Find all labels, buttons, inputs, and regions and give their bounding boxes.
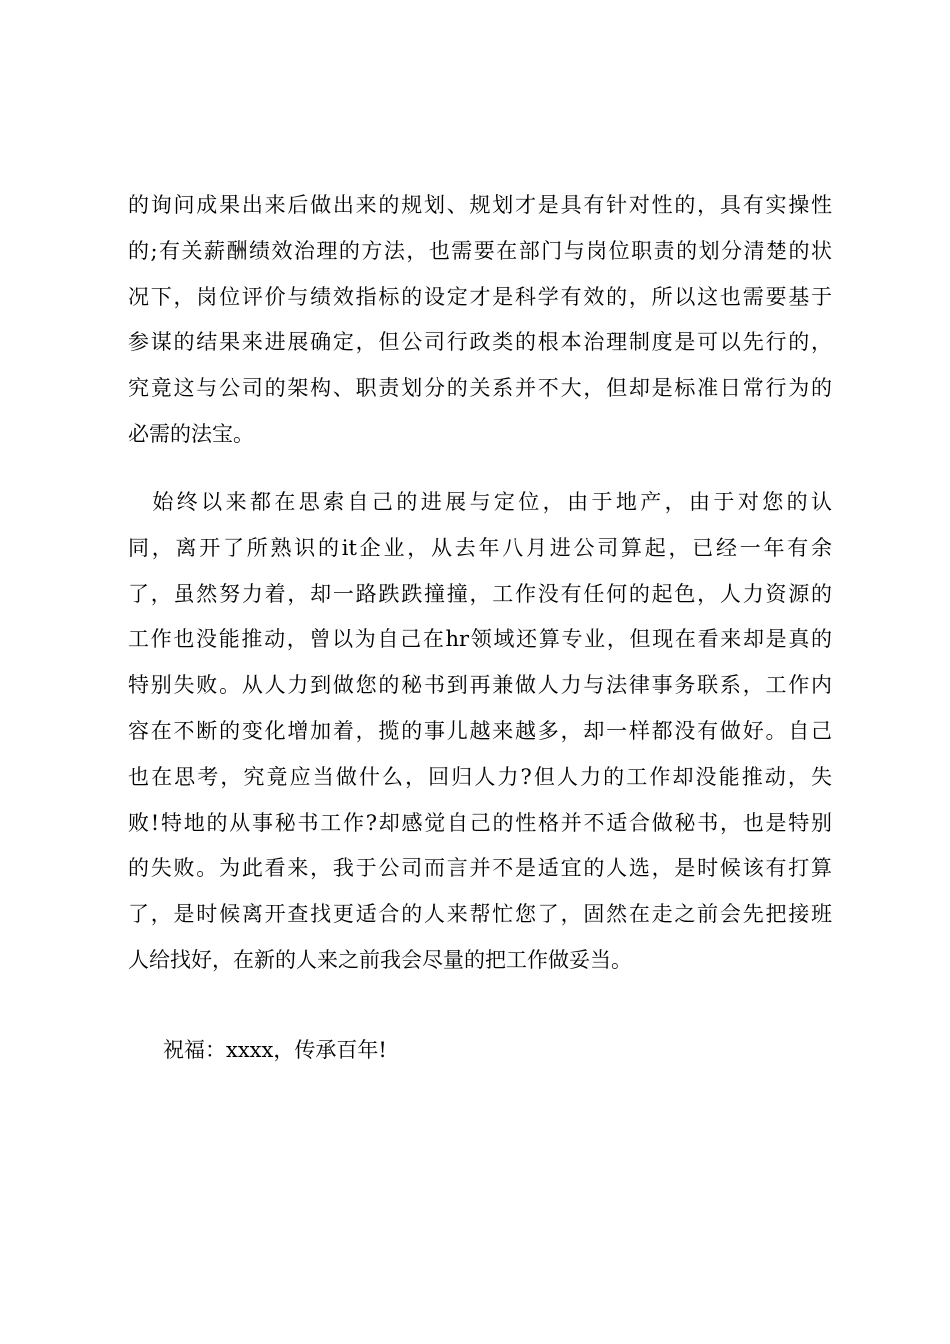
paragraph-line: 容在不断的变化增加着，揽的事儿越来越多，却一样都没有做好。自己 (128, 718, 832, 743)
paragraph-line: 工作也没能推动，曾以为自己在hr领域还算专业，但现在看来却是真的 (128, 627, 832, 652)
paragraph-line: 也在思考，究竟应当做什么，回归人力?但人力的工作却没能推动，失 (128, 764, 832, 789)
paragraph-line: 的;有关薪酬绩效治理的方法，也需要在部门与岗位职责的划分清楚的状 (128, 238, 832, 263)
paragraph-line: 的失败。为此看来，我于公司而言并不是适宜的人选，是时候该有打算 (128, 856, 832, 881)
paragraph-line: 特别失败。从人力到做您的秘书到再兼做人力与法律事务联系，工作内 (128, 673, 832, 698)
paragraph-line: 的询问成果出来后做出来的规划、规划才是具有针对性的，具有实操性 (128, 193, 832, 217)
paragraph-line: 参谋的结果来进展确定，但公司行政类的根本治理制度是可以先行的， (128, 330, 832, 355)
paragraph-line: 人给找好，在新的人来之前我会尽量的把工作做妥当。 (128, 947, 632, 972)
paragraph-line: 必需的法宝。 (128, 421, 254, 446)
paragraph-line: 况下，岗位评价与绩效指标的设定才是科学有效的，所以这也需要基于 (128, 284, 832, 309)
closing-line: 祝福：xxxx，传承百年! (163, 1038, 387, 1062)
paragraph-line: 同，离开了所熟识的it企业，从去年八月进公司算起，已经一年有余 (128, 535, 832, 560)
paragraph-line: 了，是时候离开查找更适合的人来帮忙您了，固然在走之前会先把接班 (128, 902, 832, 927)
paragraph-2 (128, 480, 832, 984)
paragraph-line: 究竟这与公司的架构、职责划分的关系并不大，但却是标准日常行为的 (128, 376, 832, 401)
paragraph-line: 了，虽然努力着，却一路跌跌撞撞，工作没有任何的起色，人力资源的 (128, 581, 832, 606)
paragraph-line: 败!特地的从事秘书工作?却感觉自己的性格并不适合做秘书，也是特别 (128, 810, 832, 835)
paragraph-line: 始终以来都在思索自己的进展与定位，由于地产，由于对您的认 (128, 490, 832, 514)
paragraph-1 (128, 183, 832, 458)
